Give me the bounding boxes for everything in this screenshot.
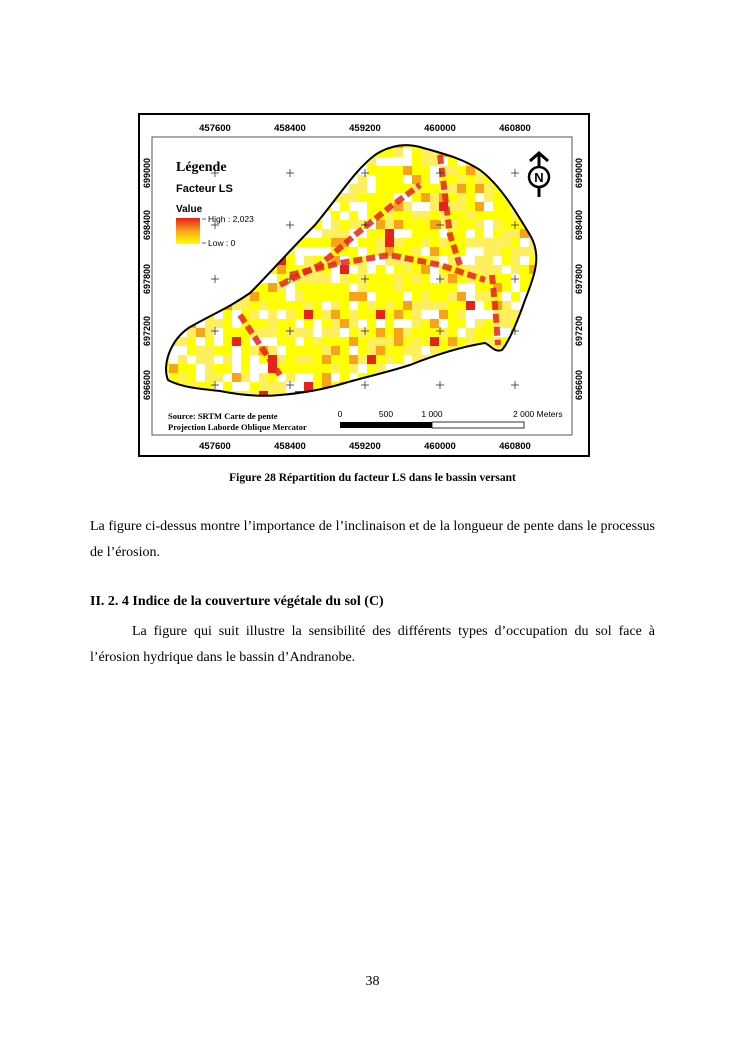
scale-label-500: 500	[378, 409, 394, 419]
source-line-1: Source: SRTM Carte de pente	[168, 411, 278, 421]
bottom-tick-2: 458400	[274, 441, 306, 452]
legend-subtitle: Facteur LS	[176, 183, 233, 195]
north-label: N	[534, 170, 544, 185]
page-number: 38	[365, 974, 380, 989]
scale-label-0: 0	[337, 409, 343, 419]
legend-color-ramp	[176, 218, 200, 244]
left-tick-3: 697800	[142, 263, 152, 295]
right-tick-1: 699000	[574, 157, 584, 189]
legend-title: Légende	[176, 160, 227, 175]
source-line-2: Projection Laborde Oblique Mercator	[168, 422, 307, 432]
map-svg	[140, 115, 588, 455]
left-tick-4: 697200	[142, 315, 152, 347]
bottom-tick-3: 459200	[349, 441, 381, 452]
top-tick-1: 457600	[199, 123, 231, 134]
right-tick-2: 698400	[574, 209, 584, 241]
paragraph-2: La figure qui suit illustre la sensibilité des différents types d’occupation du sol face à l’érosion hydrique dans le bassin d’Andranobe.	[90, 624, 655, 665]
paragraph-1: La figure ci-dessus montre l’importance de l’inclinaison et de la longueur de pente dans le processus de l’érosion.	[90, 519, 655, 560]
bottom-tick-1: 457600	[199, 441, 231, 452]
legend-value-label: Value	[176, 204, 203, 215]
top-tick-3: 459200	[349, 123, 381, 134]
top-tick-4: 460000	[424, 123, 456, 134]
top-tick-5: 460800	[499, 123, 531, 134]
right-tick-5: 696600	[574, 369, 584, 401]
figure-caption: Figure 28 Répartition du facteur LS dans le bassin versant	[229, 472, 516, 484]
legend-low: Low : 0	[208, 238, 236, 248]
right-tick-3: 697800	[574, 263, 584, 295]
right-tick-4: 697200	[574, 315, 584, 347]
scale-label-1000: 1 000	[421, 409, 443, 419]
top-tick-2: 458400	[274, 123, 306, 134]
ls-factor-map	[138, 113, 590, 457]
left-tick-2: 698400	[142, 209, 152, 241]
section-heading: II. 2. 4 Indice de la couverture végétale du sol (C)	[90, 594, 384, 609]
legend-high: High : 2,023	[208, 214, 254, 224]
left-tick-1: 699000	[142, 157, 152, 189]
scale-label-2000: 2 000 Meters	[513, 409, 563, 419]
bottom-tick-5: 460800	[499, 441, 531, 452]
bottom-tick-4: 460000	[424, 441, 456, 452]
left-tick-5: 696600	[142, 369, 152, 401]
